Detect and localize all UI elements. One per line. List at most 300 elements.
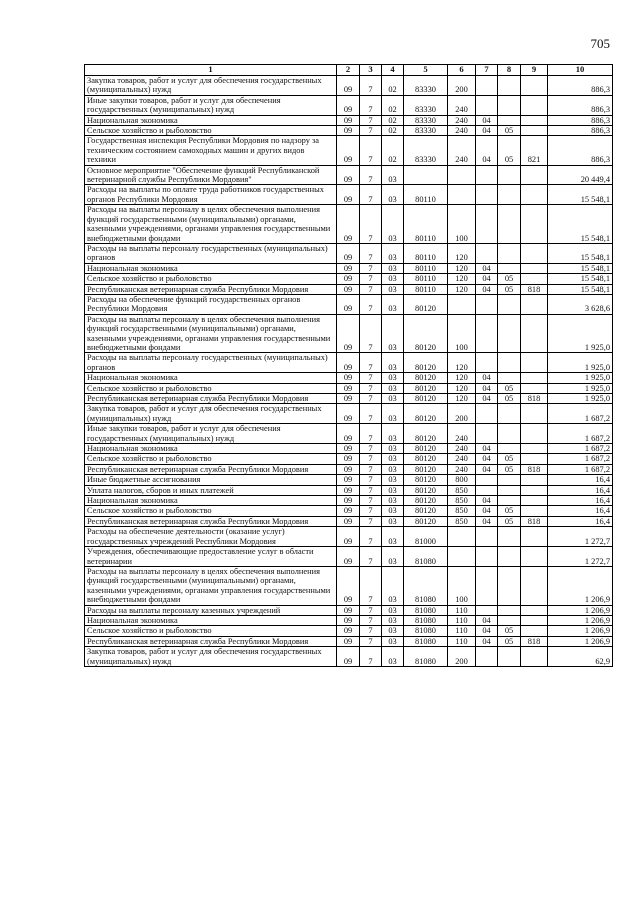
code-4-cell: 03 [382, 464, 404, 474]
code-2-cell: 09 [337, 496, 360, 506]
table-row [85, 615, 613, 625]
code-5-cell: 80120 [404, 383, 448, 393]
code-2-cell: 09 [337, 424, 360, 444]
expense-name-cell: Республиканская ветеринарная служба Республики Мордовия [85, 636, 337, 646]
code-6-cell: 240 [448, 454, 476, 464]
code-7-cell: 04 [476, 373, 498, 383]
code-3-cell: 7 [360, 95, 382, 115]
code-9-cell: 818 [521, 284, 548, 294]
table-row [85, 464, 613, 474]
amount-cell: 886,3 [548, 76, 613, 96]
code-5-cell: 80110 [404, 274, 448, 284]
amount-cell: 15 548,1 [548, 274, 613, 284]
code-6-cell: 110 [448, 605, 476, 615]
code-7-cell [476, 243, 498, 263]
code-9-cell [521, 626, 548, 636]
amount-cell: 3 628,6 [548, 294, 613, 314]
code-8-cell: 05 [498, 454, 521, 464]
code-8-cell: 05 [498, 274, 521, 284]
amount-cell: 15 548,1 [548, 205, 613, 244]
code-2-cell: 09 [337, 615, 360, 625]
code-3-cell: 7 [360, 527, 382, 547]
amount-cell: 1 272,7 [548, 547, 613, 567]
amount-cell: 20 449,4 [548, 165, 613, 185]
code-7-cell [476, 165, 498, 185]
code-3-cell: 7 [360, 547, 382, 567]
table-row [85, 263, 613, 273]
code-9-cell [521, 444, 548, 454]
code-9-cell [521, 496, 548, 506]
code-4-cell: 03 [382, 636, 404, 646]
code-5-cell: 83330 [404, 115, 448, 125]
code-5-cell: 80120 [404, 353, 448, 373]
expense-name-cell: Расходы на выплаты персоналу государственных (муниципальных) органов [85, 243, 337, 263]
code-7-cell: 04 [476, 464, 498, 474]
code-4-cell: 03 [382, 373, 404, 383]
code-9-cell [521, 76, 548, 96]
code-7-cell [476, 353, 498, 373]
expense-name-cell: Учреждения, обеспечивающие предоставление услуг в области ветеринарии [85, 547, 337, 567]
code-8-cell: 05 [498, 464, 521, 474]
code-5-cell: 80110 [404, 243, 448, 263]
code-9-cell [521, 605, 548, 615]
expense-name-cell: Закупка товаров, работ и услуг для обеспечения государственных (муниципальных) нужд [85, 76, 337, 96]
table-row [85, 394, 613, 404]
code-6-cell: 120 [448, 383, 476, 393]
code-8-cell [498, 566, 521, 605]
code-5-cell: 80120 [404, 314, 448, 353]
code-6-cell: 100 [448, 314, 476, 353]
code-8-cell [498, 496, 521, 506]
amount-cell: 1 687,2 [548, 424, 613, 444]
code-5-cell: 80120 [404, 424, 448, 444]
code-8-cell [498, 615, 521, 625]
code-6-cell: 120 [448, 353, 476, 373]
code-6-cell: 120 [448, 373, 476, 383]
code-5-cell: 81080 [404, 626, 448, 636]
code-3-cell: 7 [360, 647, 382, 667]
code-7-cell: 04 [476, 136, 498, 165]
table-row [85, 136, 613, 165]
code-8-cell [498, 263, 521, 273]
table-row [85, 95, 613, 115]
code-9-cell: 818 [521, 516, 548, 526]
code-7-cell: 04 [476, 394, 498, 404]
code-3-cell: 7 [360, 615, 382, 625]
code-8-cell [498, 294, 521, 314]
code-4-cell: 03 [382, 516, 404, 526]
code-2-cell: 09 [337, 566, 360, 605]
code-9-cell [521, 115, 548, 125]
code-7-cell: 04 [476, 274, 498, 284]
table-row [85, 626, 613, 636]
code-4-cell: 02 [382, 126, 404, 136]
code-8-cell [498, 547, 521, 567]
code-3-cell: 7 [360, 205, 382, 244]
amount-cell: 1 925,0 [548, 353, 613, 373]
code-5-cell: 80120 [404, 516, 448, 526]
amount-cell: 1 687,2 [548, 454, 613, 464]
code-2-cell: 09 [337, 626, 360, 636]
code-7-cell: 04 [476, 496, 498, 506]
code-9-cell [521, 615, 548, 625]
code-2-cell: 09 [337, 547, 360, 567]
code-2-cell: 09 [337, 314, 360, 353]
code-2-cell: 09 [337, 294, 360, 314]
code-9-cell: 818 [521, 464, 548, 474]
code-4-cell: 03 [382, 626, 404, 636]
code-9-cell: 818 [521, 394, 548, 404]
code-8-cell: 05 [498, 284, 521, 294]
code-8-cell [498, 95, 521, 115]
table-row [85, 636, 613, 646]
code-2-cell: 09 [337, 165, 360, 185]
code-2-cell: 09 [337, 263, 360, 273]
code-6-cell [448, 547, 476, 567]
table-row [85, 205, 613, 244]
code-7-cell: 04 [476, 383, 498, 393]
code-7-cell [476, 547, 498, 567]
code-4-cell: 03 [382, 294, 404, 314]
budget-table [84, 64, 613, 667]
expense-name-cell: Сельское хозяйство и рыболовство [85, 454, 337, 464]
code-6-cell: 100 [448, 205, 476, 244]
code-4-cell: 03 [382, 243, 404, 263]
code-9-cell [521, 566, 548, 605]
amount-cell: 16,4 [548, 516, 613, 526]
code-6-cell: 200 [448, 404, 476, 424]
expense-name-cell: Национальная экономика [85, 115, 337, 125]
code-2-cell: 09 [337, 404, 360, 424]
amount-cell: 886,3 [548, 136, 613, 165]
code-3-cell: 7 [360, 424, 382, 444]
code-3-cell: 7 [360, 263, 382, 273]
code-5-cell: 80110 [404, 185, 448, 205]
column-header: 7 [476, 65, 498, 76]
code-3-cell: 7 [360, 454, 382, 464]
code-4-cell: 03 [382, 165, 404, 185]
code-3-cell: 7 [360, 404, 382, 424]
expense-name-cell: Закупка товаров, работ и услуг для обеспечения государственных (муниципальных) нужд [85, 404, 337, 424]
code-3-cell: 7 [360, 496, 382, 506]
code-3-cell: 7 [360, 383, 382, 393]
code-6-cell: 800 [448, 475, 476, 485]
code-4-cell: 03 [382, 205, 404, 244]
code-4-cell: 03 [382, 566, 404, 605]
expense-name-cell: Национальная экономика [85, 263, 337, 273]
amount-cell: 1 687,2 [548, 464, 613, 474]
code-9-cell [521, 647, 548, 667]
code-2-cell: 09 [337, 485, 360, 495]
code-8-cell: 05 [498, 394, 521, 404]
code-6-cell: 120 [448, 274, 476, 284]
code-6-cell: 240 [448, 95, 476, 115]
code-4-cell: 02 [382, 76, 404, 96]
code-8-cell: 05 [498, 626, 521, 636]
code-9-cell [521, 185, 548, 205]
code-2-cell: 09 [337, 454, 360, 464]
column-header: 8 [498, 65, 521, 76]
table-row [85, 506, 613, 516]
column-header: 9 [521, 65, 548, 76]
expense-name-cell: Основное мероприятие "Обеспечение функций Республиканской ветеринарной службы Республики Мордовия" [85, 165, 337, 185]
amount-cell: 16,4 [548, 496, 613, 506]
table-row [85, 424, 613, 444]
table-row [85, 404, 613, 424]
code-8-cell [498, 373, 521, 383]
expense-name-cell: Сельское хозяйство и рыболовство [85, 274, 337, 284]
code-4-cell: 03 [382, 185, 404, 205]
code-3-cell: 7 [360, 243, 382, 263]
code-3-cell: 7 [360, 115, 382, 125]
expense-name-cell: Закупка товаров, работ и услуг для обеспечения государственных (муниципальных) нужд [85, 647, 337, 667]
code-3-cell: 7 [360, 136, 382, 165]
code-2-cell: 09 [337, 383, 360, 393]
table-row [85, 647, 613, 667]
code-9-cell [521, 314, 548, 353]
code-8-cell [498, 424, 521, 444]
table-row [85, 284, 613, 294]
amount-cell: 15 548,1 [548, 284, 613, 294]
code-8-cell [498, 185, 521, 205]
table-row [85, 454, 613, 464]
code-7-cell: 04 [476, 506, 498, 516]
code-3-cell: 7 [360, 314, 382, 353]
code-3-cell: 7 [360, 373, 382, 383]
code-8-cell: 05 [498, 126, 521, 136]
amount-cell: 1 925,0 [548, 314, 613, 353]
code-9-cell [521, 205, 548, 244]
amount-cell: 1 206,9 [548, 605, 613, 615]
code-3-cell: 7 [360, 165, 382, 185]
code-2-cell: 09 [337, 475, 360, 485]
code-2-cell: 09 [337, 394, 360, 404]
code-8-cell [498, 165, 521, 185]
amount-cell: 1 925,0 [548, 383, 613, 393]
expense-name-cell: Государственная инспекция Республики Мордовия по надзору за техническим состоянием самоходных машин и других видов техники [85, 136, 337, 165]
code-4-cell: 03 [382, 454, 404, 464]
amount-cell: 16,4 [548, 506, 613, 516]
table-row [85, 115, 613, 125]
code-3-cell: 7 [360, 626, 382, 636]
code-4-cell: 03 [382, 605, 404, 615]
table-row [85, 294, 613, 314]
code-9-cell [521, 95, 548, 115]
column-header: 5 [404, 65, 448, 76]
code-2-cell: 09 [337, 76, 360, 96]
code-3-cell: 7 [360, 636, 382, 646]
code-8-cell [498, 527, 521, 547]
amount-cell: 1 925,0 [548, 394, 613, 404]
page-number: 705 [590, 36, 610, 51]
code-8-cell [498, 205, 521, 244]
code-4-cell: 03 [382, 394, 404, 404]
code-6-cell: 850 [448, 485, 476, 495]
amount-cell: 16,4 [548, 475, 613, 485]
code-2-cell: 09 [337, 95, 360, 115]
column-header: 1 [85, 65, 337, 76]
code-2-cell: 09 [337, 185, 360, 205]
code-9-cell [521, 454, 548, 464]
code-5-cell: 80120 [404, 496, 448, 506]
code-8-cell: 05 [498, 136, 521, 165]
code-5-cell: 83330 [404, 95, 448, 115]
code-6-cell: 240 [448, 444, 476, 454]
code-9-cell [521, 263, 548, 273]
code-5-cell: 80120 [404, 506, 448, 516]
code-3-cell: 7 [360, 274, 382, 284]
amount-cell: 886,3 [548, 95, 613, 115]
code-9-cell [521, 294, 548, 314]
table-row [85, 496, 613, 506]
table-row [85, 165, 613, 185]
code-6-cell [448, 294, 476, 314]
code-5-cell: 80120 [404, 444, 448, 454]
code-6-cell: 110 [448, 636, 476, 646]
code-5-cell: 81080 [404, 605, 448, 615]
code-5-cell: 81000 [404, 527, 448, 547]
code-5-cell: 80110 [404, 263, 448, 273]
table-row [85, 76, 613, 96]
table-row [85, 485, 613, 495]
expense-name-cell: Иные бюджетные ассигнования [85, 475, 337, 485]
expense-name-cell: Национальная экономика [85, 496, 337, 506]
code-2-cell: 09 [337, 274, 360, 284]
code-5-cell: 80120 [404, 294, 448, 314]
code-7-cell [476, 95, 498, 115]
code-2-cell: 09 [337, 464, 360, 474]
table-body [85, 76, 613, 667]
code-5-cell: 80120 [404, 394, 448, 404]
code-6-cell: 240 [448, 464, 476, 474]
table-row [85, 566, 613, 605]
code-9-cell [521, 353, 548, 373]
code-7-cell: 04 [476, 444, 498, 454]
amount-cell: 1 687,2 [548, 404, 613, 424]
expense-name-cell: Республиканская ветеринарная служба Республики Мордовия [85, 284, 337, 294]
code-8-cell: 05 [498, 636, 521, 646]
code-8-cell: 05 [498, 383, 521, 393]
code-5-cell: 83330 [404, 136, 448, 165]
code-3-cell: 7 [360, 76, 382, 96]
table-row [85, 185, 613, 205]
code-3-cell: 7 [360, 605, 382, 615]
expense-name-cell: Расходы на выплаты персоналу казенных учреждений [85, 605, 337, 615]
code-9-cell [521, 373, 548, 383]
code-8-cell [498, 115, 521, 125]
code-2-cell: 09 [337, 444, 360, 454]
code-6-cell: 200 [448, 76, 476, 96]
expense-name-cell: Расходы на выплаты персоналу в целях обеспечения выполнения функций государственными (муниципальными) органами, казенными учреждениями, органами управления государственными внебюджетными фондами [85, 566, 337, 605]
code-9-cell: 821 [521, 136, 548, 165]
amount-cell: 1 925,0 [548, 373, 613, 383]
code-7-cell [476, 404, 498, 424]
expense-name-cell: Расходы на обеспечение функций государственных органов Республики Мордовия [85, 294, 337, 314]
code-3-cell: 7 [360, 294, 382, 314]
code-7-cell [476, 205, 498, 244]
code-7-cell: 04 [476, 626, 498, 636]
code-2-cell: 09 [337, 243, 360, 263]
code-7-cell [476, 605, 498, 615]
code-8-cell [498, 647, 521, 667]
code-5-cell: 83330 [404, 76, 448, 96]
expense-name-cell: Национальная экономика [85, 373, 337, 383]
code-6-cell: 850 [448, 506, 476, 516]
column-header: 4 [382, 65, 404, 76]
code-5-cell: 81080 [404, 636, 448, 646]
code-4-cell: 03 [382, 496, 404, 506]
code-5-cell [404, 165, 448, 185]
amount-cell: 886,3 [548, 115, 613, 125]
code-6-cell: 850 [448, 516, 476, 526]
table-row [85, 516, 613, 526]
code-3-cell: 7 [360, 485, 382, 495]
code-6-cell: 120 [448, 394, 476, 404]
code-8-cell [498, 243, 521, 263]
amount-cell: 16,4 [548, 485, 613, 495]
code-6-cell: 110 [448, 615, 476, 625]
code-4-cell: 03 [382, 404, 404, 424]
code-3-cell: 7 [360, 126, 382, 136]
table-row [85, 314, 613, 353]
table-row [85, 126, 613, 136]
code-3-cell: 7 [360, 516, 382, 526]
code-3-cell: 7 [360, 394, 382, 404]
code-6-cell [448, 527, 476, 547]
code-4-cell: 03 [382, 485, 404, 495]
expense-name-cell: Расходы на выплаты по оплате труда работников государственных органов Республики Мордовия [85, 185, 337, 205]
code-7-cell [476, 314, 498, 353]
amount-cell: 1 206,9 [548, 615, 613, 625]
code-3-cell: 7 [360, 506, 382, 516]
code-5-cell: 81080 [404, 647, 448, 667]
code-4-cell: 03 [382, 263, 404, 273]
code-8-cell [498, 353, 521, 373]
code-5-cell: 81080 [404, 566, 448, 605]
code-4-cell: 03 [382, 547, 404, 567]
amount-cell: 15 548,1 [548, 185, 613, 205]
code-2-cell: 09 [337, 136, 360, 165]
code-8-cell [498, 76, 521, 96]
code-4-cell: 03 [382, 647, 404, 667]
expense-name-cell: Сельское хозяйство и рыболовство [85, 506, 337, 516]
code-6-cell: 120 [448, 263, 476, 273]
code-2-cell: 09 [337, 115, 360, 125]
code-4-cell: 03 [382, 475, 404, 485]
code-6-cell: 200 [448, 647, 476, 667]
code-7-cell: 04 [476, 615, 498, 625]
code-6-cell: 850 [448, 496, 476, 506]
code-9-cell [521, 475, 548, 485]
code-4-cell: 03 [382, 615, 404, 625]
header-row [85, 65, 613, 76]
code-2-cell: 09 [337, 636, 360, 646]
code-7-cell: 04 [476, 263, 498, 273]
code-5-cell: 81080 [404, 615, 448, 625]
code-7-cell [476, 185, 498, 205]
amount-cell: 886,3 [548, 126, 613, 136]
code-2-cell: 09 [337, 353, 360, 373]
expense-name-cell: Иные закупки товаров, работ и услуг для обеспечения государственных (муниципальных) нужд [85, 95, 337, 115]
code-2-cell: 09 [337, 516, 360, 526]
code-3-cell: 7 [360, 464, 382, 474]
code-9-cell [521, 527, 548, 547]
expense-name-cell: Республиканская ветеринарная служба Республики Мордовия [85, 394, 337, 404]
code-6-cell [448, 185, 476, 205]
code-5-cell: 80120 [404, 485, 448, 495]
code-8-cell [498, 404, 521, 424]
expense-name-cell: Сельское хозяйство и рыболовство [85, 126, 337, 136]
